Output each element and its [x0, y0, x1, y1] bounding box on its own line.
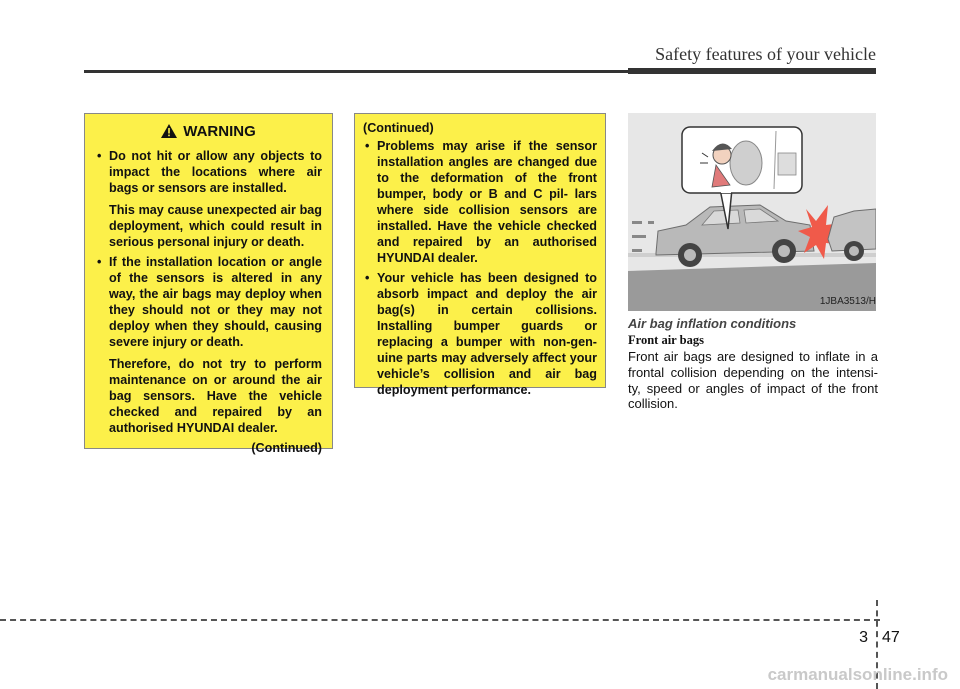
- warning-box-2: [354, 113, 606, 397]
- figure-code: 1JBA3513/H: [819, 296, 876, 307]
- watermark: carmanualsonline.info: [767, 665, 948, 684]
- warning-text: • Problems may arise if the sensor installation angles are changed due to the deformation of the front bumper, body or B and C pil- lars where side collision sensors are installed. Have the vehicle checked and repaired by an authorised HYUNDAI dealer.: [377, 139, 597, 265]
- list-item: [95, 254, 322, 436]
- warning-list-1: [95, 148, 322, 436]
- list-item: [363, 270, 597, 398]
- collision-illustration: [628, 113, 876, 311]
- list-item: [363, 138, 597, 266]
- warning-box-1: [84, 113, 333, 455]
- continued-label: (Continued): [363, 121, 434, 135]
- section-body-text: Front air bags are designed to inflate in a frontal collision depending on the intensi- ty, speed or angles of impact of the front collision.: [628, 349, 878, 412]
- warning-text: This may cause unexpected air bag deployment, which could result in serious personal injury or death.: [109, 203, 322, 249]
- warning-text: • Your vehicle has been designed to absorb impact and deploy the air bag(s) in certain collisions. Installing bumper guards or replacing a bumper with non-gen- uine parts may adversely affect your vehicle’s collision and air bag deployment performance.: [377, 271, 597, 397]
- chapter-number: 3: [859, 629, 868, 646]
- page-header-title: Safety features of your vehicle: [655, 44, 876, 64]
- section-heading: Air bag inflation conditions: [628, 316, 797, 331]
- warning-text: Therefore, do not try to perform maintenance on or around the air bag sensors. Have the vehicle checked and repaired by an authorised HYUNDAI dealer.: [109, 357, 322, 435]
- footer-rule: [0, 619, 880, 621]
- warning-heading-text: WARNING: [183, 123, 256, 140]
- warning-heading: [95, 124, 322, 142]
- section-subheading: Front air bags: [628, 333, 704, 347]
- header-rule-accent: [628, 68, 876, 74]
- warning-triangle-icon: [161, 124, 177, 142]
- continued-label: (Continued): [251, 441, 322, 455]
- warning-text: • Do not hit or allow any objects to impact the locations where air bags or sensors are installed.: [109, 149, 322, 195]
- warning-list-2: [363, 138, 597, 398]
- warning-text: • If the installation location or angle of the sensors is altered in any way, the air bags may deploy when they should not or they may not deploy when they should, causing severe injury or death.: [109, 255, 322, 349]
- list-item: [95, 148, 322, 250]
